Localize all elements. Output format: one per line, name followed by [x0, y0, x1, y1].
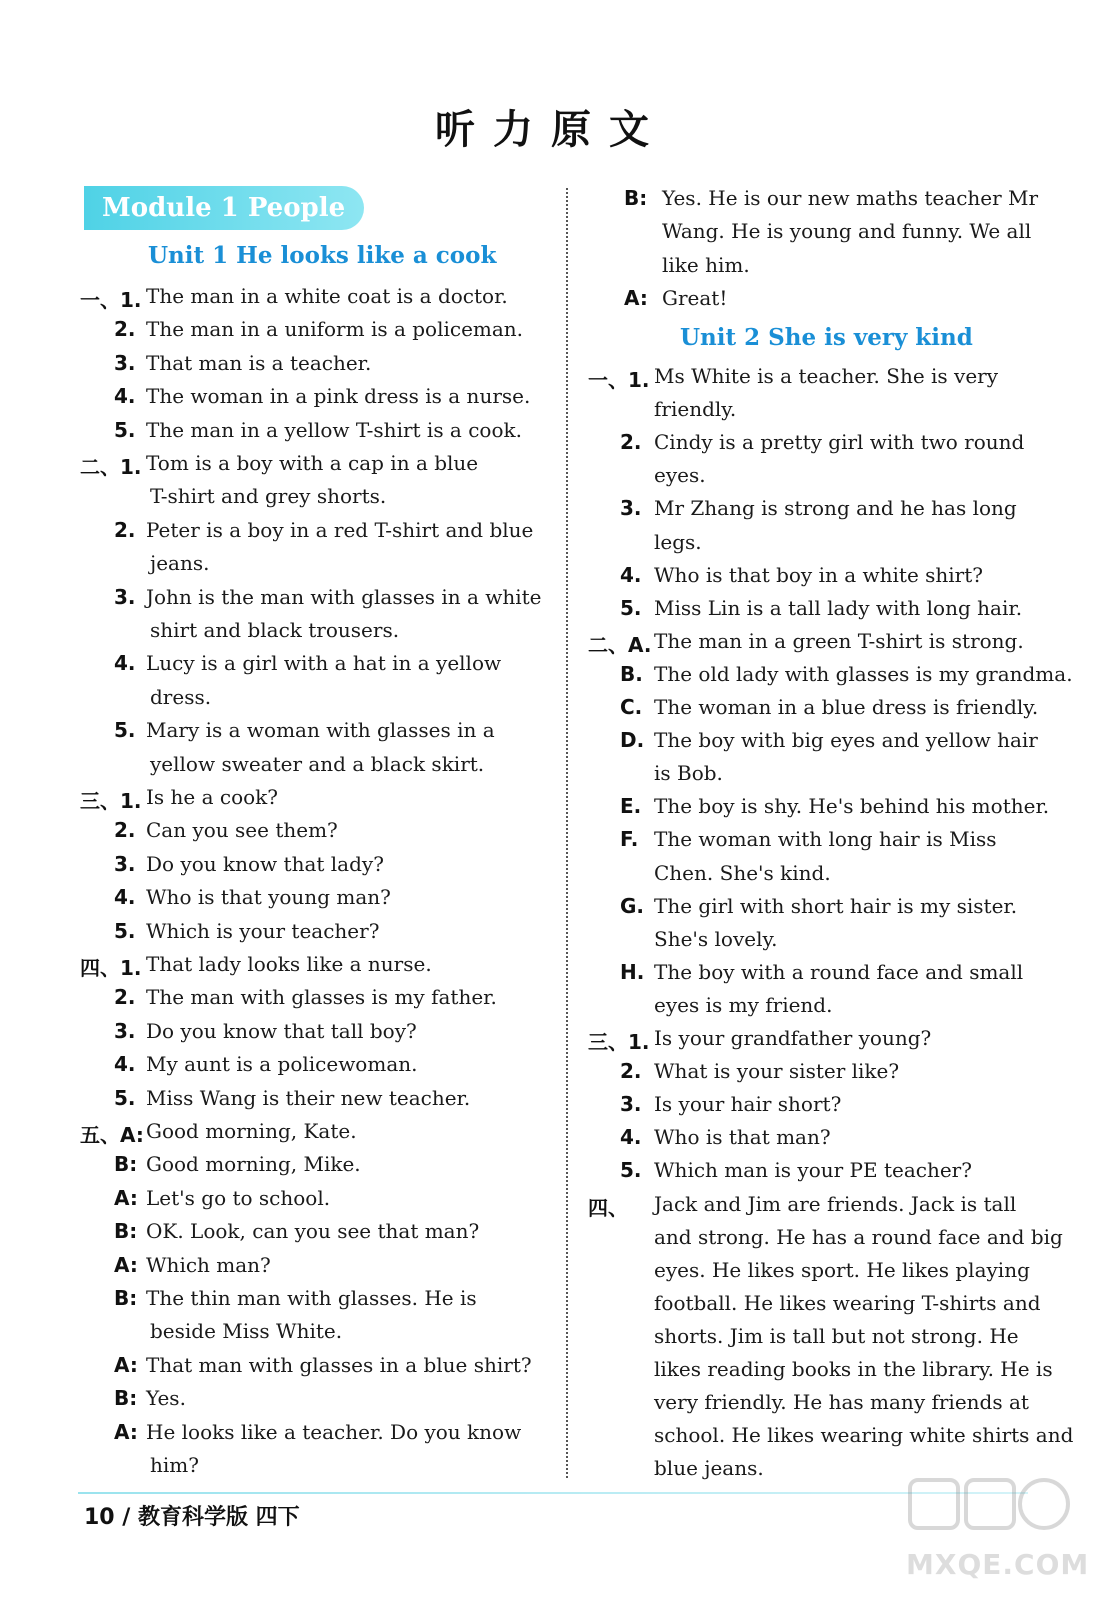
transcript-line: OK. Look, can you see that man?	[146, 1219, 480, 1244]
item-number: 2.	[620, 1059, 642, 1084]
transcript-line: and strong. He has a round face and big	[654, 1224, 1063, 1249]
transcript-line: The boy with a round face and small	[654, 959, 1024, 984]
transcript-line: Is your hair short?	[654, 1092, 842, 1117]
transcript-line: The woman in a pink dress is a nurse.	[146, 384, 531, 409]
transcript-line: What is your sister like?	[654, 1059, 900, 1084]
transcript-line: Do you know that tall boy?	[146, 1018, 417, 1043]
transcript-line: Which man is your PE teacher?	[654, 1158, 972, 1183]
unit2-title: Unit 2 She is very kind	[680, 324, 973, 351]
item-number: B:	[114, 1386, 138, 1411]
watermark-text: MXQE.COM	[906, 1548, 1090, 1581]
item-number: 3.	[114, 1018, 136, 1043]
item-number: 四、1.	[80, 956, 142, 980]
transcript-line: shirt and black trousers.	[150, 618, 400, 642]
item-number: 5.	[114, 417, 136, 442]
transcript-line: The thin man with glasses. He is	[146, 1286, 477, 1310]
transcript-line: My aunt is a policewoman.	[146, 1052, 418, 1077]
transcript-line: The man in a green T-shirt is strong.	[654, 628, 1024, 653]
item-number: 5.	[114, 1085, 136, 1110]
item-number: 三、1.	[80, 789, 142, 813]
transcript-line: The boy is shy. He's behind his mother.	[654, 794, 1050, 819]
item-number: 4.	[114, 885, 136, 910]
transcript-line: Great!	[662, 286, 728, 311]
transcript-line: shorts. Jim is tall but not strong. He	[654, 1323, 1019, 1348]
transcript-line: That lady looks like a nurse.	[146, 952, 432, 976]
item-number: 二、A.	[588, 632, 652, 657]
transcript-line: Who is that man?	[654, 1125, 831, 1150]
item-number: 3.	[620, 1092, 642, 1117]
page-title: 听力原文	[435, 107, 667, 153]
item-number: 五、A:	[80, 1123, 144, 1147]
item-number: 5.	[114, 718, 136, 743]
item-number: A:	[114, 1352, 138, 1377]
transcript-line: The man with glasses is my father.	[146, 985, 497, 1010]
item-number: 三、1.	[588, 1030, 650, 1054]
transcript-line: friendly.	[654, 397, 737, 422]
transcript-line: The girl with short hair is my sister.	[654, 893, 1018, 918]
transcript-line: The man in a white coat is a doctor.	[146, 284, 508, 308]
watermark-icon	[900, 1470, 1080, 1550]
transcript-line: Which man?	[146, 1252, 271, 1277]
transcript-line: Peter is a boy in a red T-shirt and blue	[146, 517, 534, 542]
item-number: E.	[620, 794, 642, 819]
footer-divider	[78, 1492, 1028, 1494]
transcript-line: jeans.	[150, 551, 210, 576]
transcript-line: yellow sweater and a black skirt.	[150, 751, 485, 776]
item-number: 3.	[114, 350, 136, 375]
transcript-line: The woman in a blue dress is friendly.	[654, 695, 1039, 719]
footer-page-info: 10 / 教育科学版 四下	[84, 1505, 300, 1530]
transcript-line: Chen. She's kind.	[654, 860, 831, 885]
module-banner: Module 1 People	[84, 186, 364, 230]
transcript-line: football. He likes wearing T-shirts and	[654, 1290, 1041, 1315]
transcript-line: Miss Lin is a tall lady with long hair.	[654, 595, 1023, 620]
item-number: G.	[620, 893, 645, 918]
item-number: B.	[620, 661, 643, 686]
item-number: A:	[114, 1252, 138, 1277]
item-number: 5.	[620, 595, 642, 620]
transcript-line: Yes. He is our new maths teacher Mr	[662, 186, 1039, 210]
transcript-line: T-shirt and grey shorts.	[150, 484, 387, 509]
item-number: D.	[620, 728, 645, 753]
transcript-line: John is the man with glasses in a white	[146, 584, 542, 609]
transcript-line: The old lady with glasses is my grandma.	[654, 661, 1073, 686]
transcript-line: Miss Wang is their new teacher.	[146, 1085, 471, 1110]
transcript-line: dress.	[150, 684, 212, 709]
transcript-line: eyes.	[654, 463, 706, 488]
item-number: H.	[620, 959, 645, 984]
item-number: A:	[114, 1185, 138, 1210]
item-number: 4.	[114, 384, 136, 409]
item-number: B:	[114, 1152, 138, 1177]
column-divider	[566, 188, 568, 1478]
item-number: 2.	[620, 430, 642, 455]
item-number: 2.	[114, 317, 136, 342]
transcript-line: Wang. He is young and funny. We all	[662, 219, 1032, 244]
item-number: 4.	[620, 1125, 642, 1150]
item-number: B:	[624, 186, 648, 210]
transcript-line: Jack and Jim are friends. Jack is tall	[654, 1191, 1017, 1216]
transcript-line: Tom is a boy with a cap in a blue	[146, 451, 479, 475]
transcript-line: That man with glasses in a blue shirt?	[146, 1352, 532, 1377]
transcript-line: Do you know that lady?	[146, 851, 384, 876]
transcript-line: blue jeans.	[654, 1456, 764, 1481]
item-number: 四、	[588, 1195, 628, 1220]
transcript-line: The woman with long hair is Miss	[654, 827, 997, 852]
item-number: 5.	[114, 918, 136, 943]
item-number: A:	[114, 1419, 138, 1444]
transcript-line: Is your grandfather young?	[654, 1026, 932, 1050]
item-number: 4.	[620, 562, 642, 587]
transcript-line: legs.	[654, 529, 702, 554]
transcript-line: Lucy is a girl with a hat in a yellow	[146, 651, 502, 676]
item-number: 3.	[114, 851, 136, 876]
transcript-line: Mary is a woman with glasses in a	[146, 718, 495, 743]
item-number: 2.	[114, 818, 136, 843]
transcript-line: She's lovely.	[654, 926, 778, 951]
item-number: F.	[620, 827, 639, 852]
transcript-line: like him.	[662, 252, 750, 277]
item-number: 4.	[114, 1052, 136, 1077]
transcript-line: The man in a yellow T-shirt is a cook.	[146, 417, 522, 442]
transcript-line: eyes. He likes sport. He likes playing	[654, 1257, 1030, 1282]
item-number: 2.	[114, 985, 136, 1010]
transcript-line: Which is your teacher?	[146, 918, 380, 943]
transcript-line: Who is that young man?	[146, 885, 391, 910]
item-number: 二、1.	[80, 455, 142, 479]
transcript-line: Is he a cook?	[146, 785, 279, 809]
transcript-line: He looks like a teacher. Do you know	[146, 1419, 522, 1444]
transcript-line: Good morning, Mike.	[146, 1152, 361, 1177]
item-number: 5.	[620, 1158, 642, 1183]
transcript-line: Cindy is a pretty girl with two round	[654, 430, 1025, 455]
transcript-line: Yes.	[146, 1386, 186, 1411]
transcript-line: him?	[150, 1453, 199, 1477]
watermark-logo	[900, 1470, 1090, 1590]
transcript-line: Can you see them?	[146, 818, 338, 843]
item-number: B:	[114, 1286, 138, 1310]
transcript-line: Good morning, Kate.	[146, 1119, 357, 1143]
transcript-line: The man in a uniform is a policeman.	[146, 317, 524, 342]
transcript-line: Who is that boy in a white shirt?	[654, 562, 983, 587]
item-number: 一、1.	[588, 368, 650, 392]
item-number: C.	[620, 695, 643, 719]
transcript-line: Ms White is a teacher. She is very	[654, 364, 999, 388]
item-number: 2.	[114, 517, 136, 542]
transcript-line: Let's go to school.	[146, 1185, 331, 1210]
item-number: 3.	[114, 584, 136, 609]
transcript-line: That man is a teacher.	[146, 350, 372, 375]
transcript-line: likes reading books in the library. He is	[654, 1357, 1053, 1381]
transcript-line: school. He likes wearing white shirts and	[654, 1423, 1074, 1448]
item-number: 4.	[114, 651, 136, 676]
item-number: A:	[624, 286, 648, 311]
transcript-line: The boy with big eyes and yellow hair	[654, 728, 1038, 753]
transcript-line: very friendly. He has many friends at	[654, 1390, 1029, 1415]
item-number: 一、1.	[80, 288, 142, 312]
transcript-line: Mr Zhang is strong and he has long	[654, 496, 1017, 521]
transcript-line: eyes is my friend.	[654, 992, 833, 1017]
transcript-line: is Bob.	[654, 761, 723, 786]
transcript-line: beside Miss White.	[150, 1319, 343, 1344]
item-number: 3.	[620, 496, 642, 521]
unit1-title: Unit 1 He looks like a cook	[148, 242, 497, 269]
item-number: B:	[114, 1219, 138, 1244]
